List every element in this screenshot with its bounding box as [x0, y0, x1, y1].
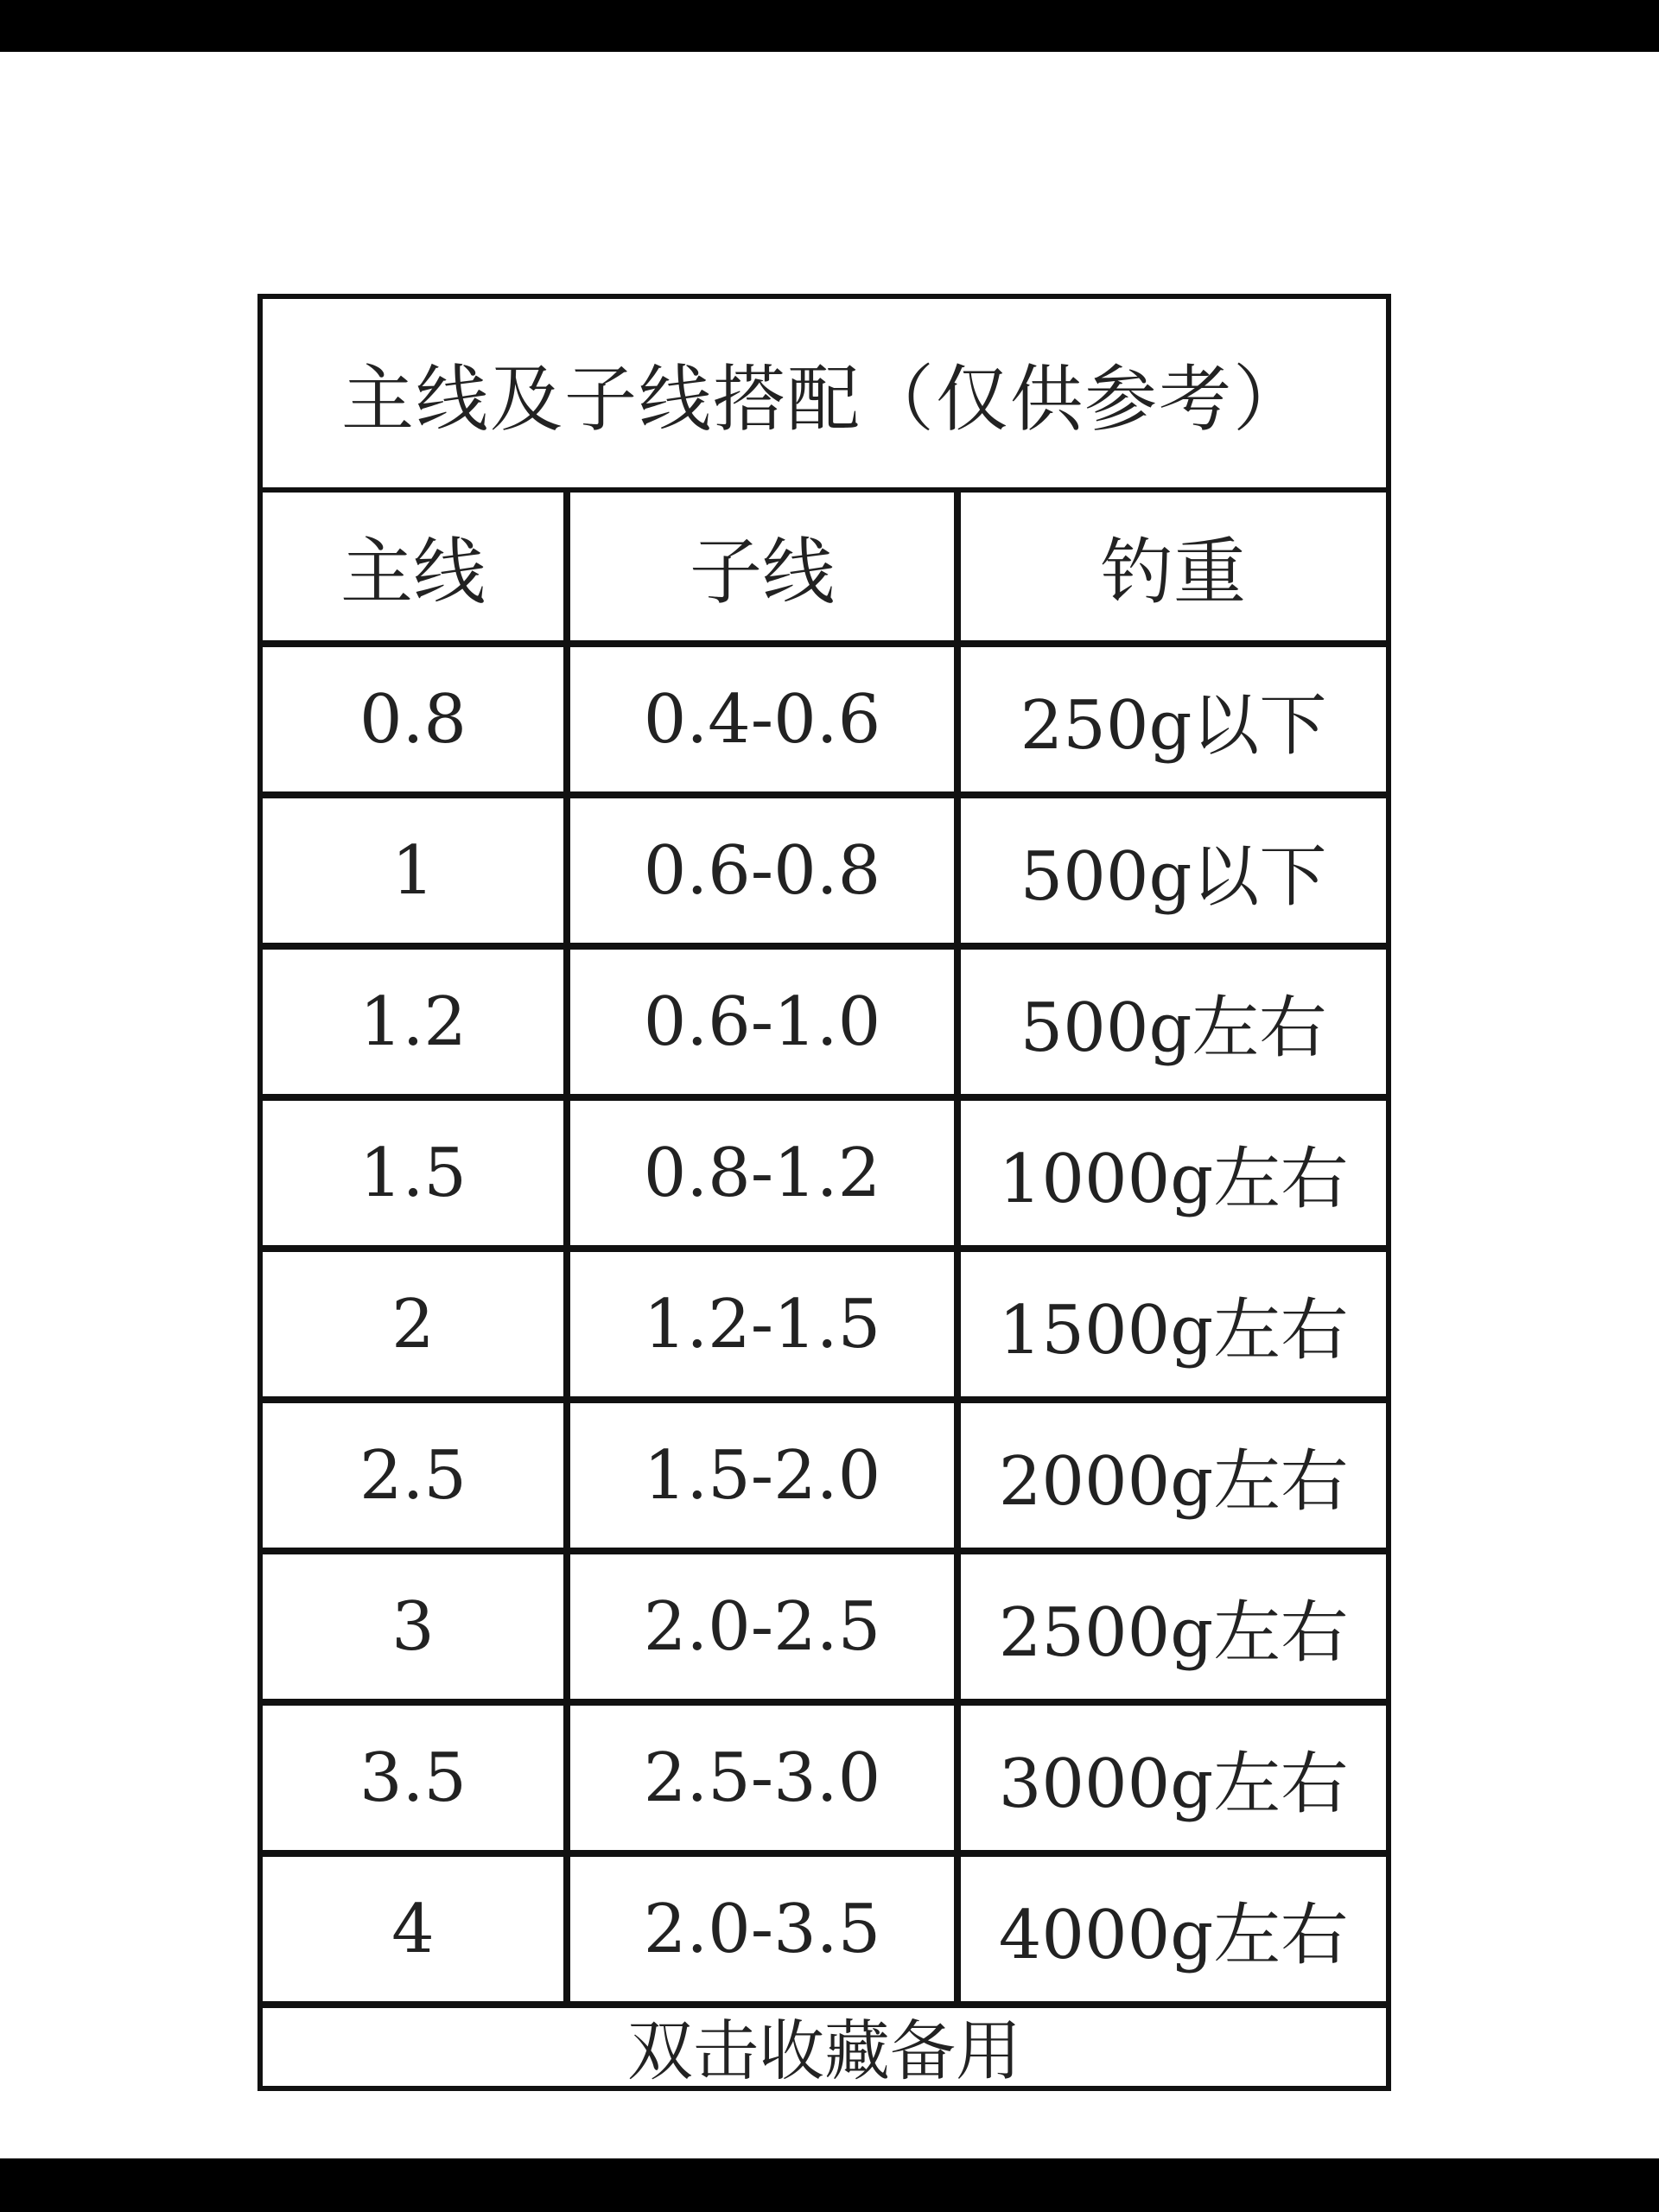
- header-row: [263, 493, 1386, 644]
- pairing-grid: [263, 493, 1386, 2008]
- main-line-cell: 1.5: [263, 1097, 567, 1249]
- leader-line-cell: 0.6-1.0: [567, 946, 957, 1097]
- leader-line-cell: 2.0-3.5: [567, 1853, 957, 2005]
- leader-line-cell: 2.0-2.5: [567, 1551, 957, 1702]
- top-letterbox-bar: [0, 0, 1659, 52]
- column-header-leader-line: 子线: [567, 493, 957, 644]
- bottom-letterbox-bar: [0, 2158, 1659, 2212]
- fishing-weight-cell: 2000g左右: [957, 1400, 1386, 1551]
- fishing-weight-cell: 4000g左右: [957, 1853, 1386, 2005]
- main-line-cell: 0.8: [263, 644, 567, 795]
- main-line-cell: 1.2: [263, 946, 567, 1097]
- table-row: [263, 1702, 1386, 1853]
- leader-line-cell: 2.5-3.0: [567, 1702, 957, 1853]
- document-page: [0, 52, 1659, 2158]
- fishing-weight-cell: 1000g左右: [957, 1097, 1386, 1249]
- table-row: [263, 1400, 1386, 1551]
- fishing-weight-cell: 500g以下: [957, 795, 1386, 946]
- fishing-weight-cell: 2500g左右: [957, 1551, 1386, 1702]
- fishing-weight-cell: 250g以下: [957, 644, 1386, 795]
- column-header-fishing-weight: 钓重: [957, 493, 1386, 644]
- table-row: [263, 795, 1386, 946]
- fishing-weight-cell: 500g左右: [957, 946, 1386, 1097]
- column-header-main-line: 主线: [263, 493, 567, 644]
- leader-line-cell: 1.2-1.5: [567, 1249, 957, 1400]
- table-row: [263, 1097, 1386, 1249]
- main-line-cell: 2.5: [263, 1400, 567, 1551]
- main-line-cell: 3: [263, 1551, 567, 1702]
- leader-line-cell: 0.8-1.2: [567, 1097, 957, 1249]
- table-row: [263, 1249, 1386, 1400]
- main-line-cell: 3.5: [263, 1702, 567, 1853]
- table-row: [263, 946, 1386, 1097]
- main-line-cell: 2: [263, 1249, 567, 1400]
- fishing-weight-cell: 3000g左右: [957, 1702, 1386, 1853]
- main-line-cell: 4: [263, 1853, 567, 2005]
- main-line-cell: 1: [263, 795, 567, 946]
- leader-line-cell: 0.4-0.6: [567, 644, 957, 795]
- table-title: 主线及子线搭配（仅供参考）: [263, 299, 1386, 493]
- leader-line-cell: 0.6-0.8: [567, 795, 957, 946]
- line-pairing-table: [257, 294, 1391, 2091]
- table-footer-note: 双击收藏备用: [627, 2012, 1021, 2089]
- table-row: [263, 644, 1386, 795]
- table-row: [263, 1853, 1386, 2005]
- leader-line-cell: 1.5-2.0: [567, 1400, 957, 1551]
- fishing-weight-cell: 1500g左右: [957, 1249, 1386, 1400]
- table-row: [263, 1551, 1386, 1702]
